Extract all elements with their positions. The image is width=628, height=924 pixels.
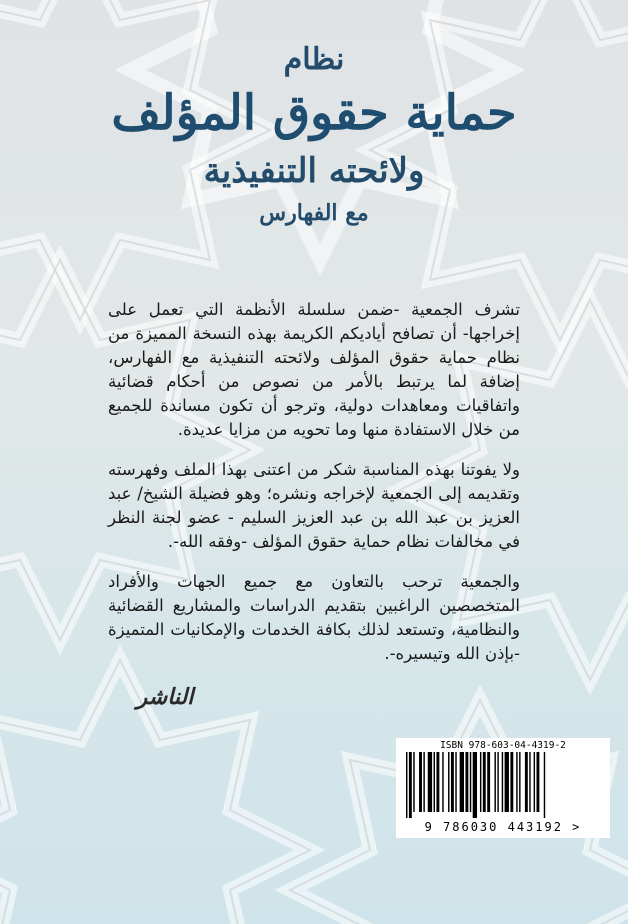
barcode-bar	[451, 752, 454, 812]
barcode-bar	[497, 752, 498, 812]
barcode-bar	[480, 752, 481, 812]
isbn-label: ISBN 978-603-04-4319-2	[440, 740, 566, 751]
intro-text	[108, 298, 520, 682]
barcode-bar	[473, 752, 477, 818]
publisher-signature: الناشر	[136, 684, 194, 710]
barcode-bar	[413, 752, 414, 812]
isbn-barcode	[396, 738, 610, 838]
barcode-bar	[465, 752, 468, 812]
barcode-bar	[516, 752, 517, 812]
barcode-bar	[502, 752, 503, 812]
barcode-bar	[537, 752, 540, 812]
barcode-bar	[487, 752, 490, 812]
barcode-bars	[404, 752, 600, 818]
intro-paragraph: ولا يفوتنا بهذه المناسبة شكر من اعتنى بهذا الملف وفهرسته وتقديمه إلى الجمعية لإخراجه ونشره؛ وهو فضيلة الشيخ/ عبد العزيز بن عبد الله بن عبد العزيز السليم - عضو لجنة النظر في مخالفات نظام حماية حقوق المؤلف -وفقه الله-.	[108, 460, 520, 551]
barcode-bar	[525, 752, 528, 812]
barcode-bar	[460, 752, 464, 812]
barcode-bar	[448, 752, 449, 812]
barcode-bar	[519, 752, 520, 812]
barcode-bar	[534, 752, 535, 812]
barcode-bar	[483, 752, 486, 812]
barcode-bar	[455, 752, 456, 812]
barcode-bar	[505, 752, 509, 812]
barcode-bar	[409, 752, 412, 818]
intro-paragraph: والجمعية ترحب بالتعاون مع جميع الجهات والأفراد المتخصصين الراغبين بتقديم الدراسات والمشاريع القضائية والنظامية، وتستعد لذلك بكافة الخدمات والإمكانيات المتميزة -بإذن الله وتيسيره-.	[108, 572, 520, 663]
barcode-bar	[419, 752, 422, 812]
main-title: حماية حقوق المؤلف	[111, 85, 517, 141]
barcode-number: 9 786030 443192 >	[424, 820, 582, 834]
series-title: نظام	[283, 42, 345, 77]
barcode-bar	[423, 752, 424, 812]
barcode-bar	[428, 752, 432, 812]
barcode-bar	[442, 752, 443, 812]
barcode-bar	[529, 752, 530, 812]
barcode-bar	[436, 752, 439, 812]
barcode-bar	[510, 752, 513, 812]
cover-title-block	[0, 40, 628, 228]
barcode-bar	[470, 752, 471, 812]
intro-paragraph: تشرف الجمعية -ضمن سلسلة الأنظمة التي تعمل على إخراجها- أن تصافح أياديكم الكريمة بهذه النسخة المميزة من نظام حماية حقوق المؤلف ولائحته التنفيذية مع الفهارس، إضافة لما يرتبط بالأمر من نصوص من أحكام قضائية واتفاقيات ومعاهدات دولية، وترجو أن تكون مساندة للجميع من خلال الاستفادة منها وما تحويه من مزايا عديدة.	[108, 300, 520, 439]
barcode-bar	[544, 752, 545, 818]
appendix-note: مع الفهارس	[259, 200, 369, 226]
subtitle: ولائحته التنفيذية	[203, 151, 425, 191]
barcode-bar	[434, 752, 435, 812]
barcode-bar	[406, 752, 407, 818]
barcode-bar	[494, 752, 495, 812]
